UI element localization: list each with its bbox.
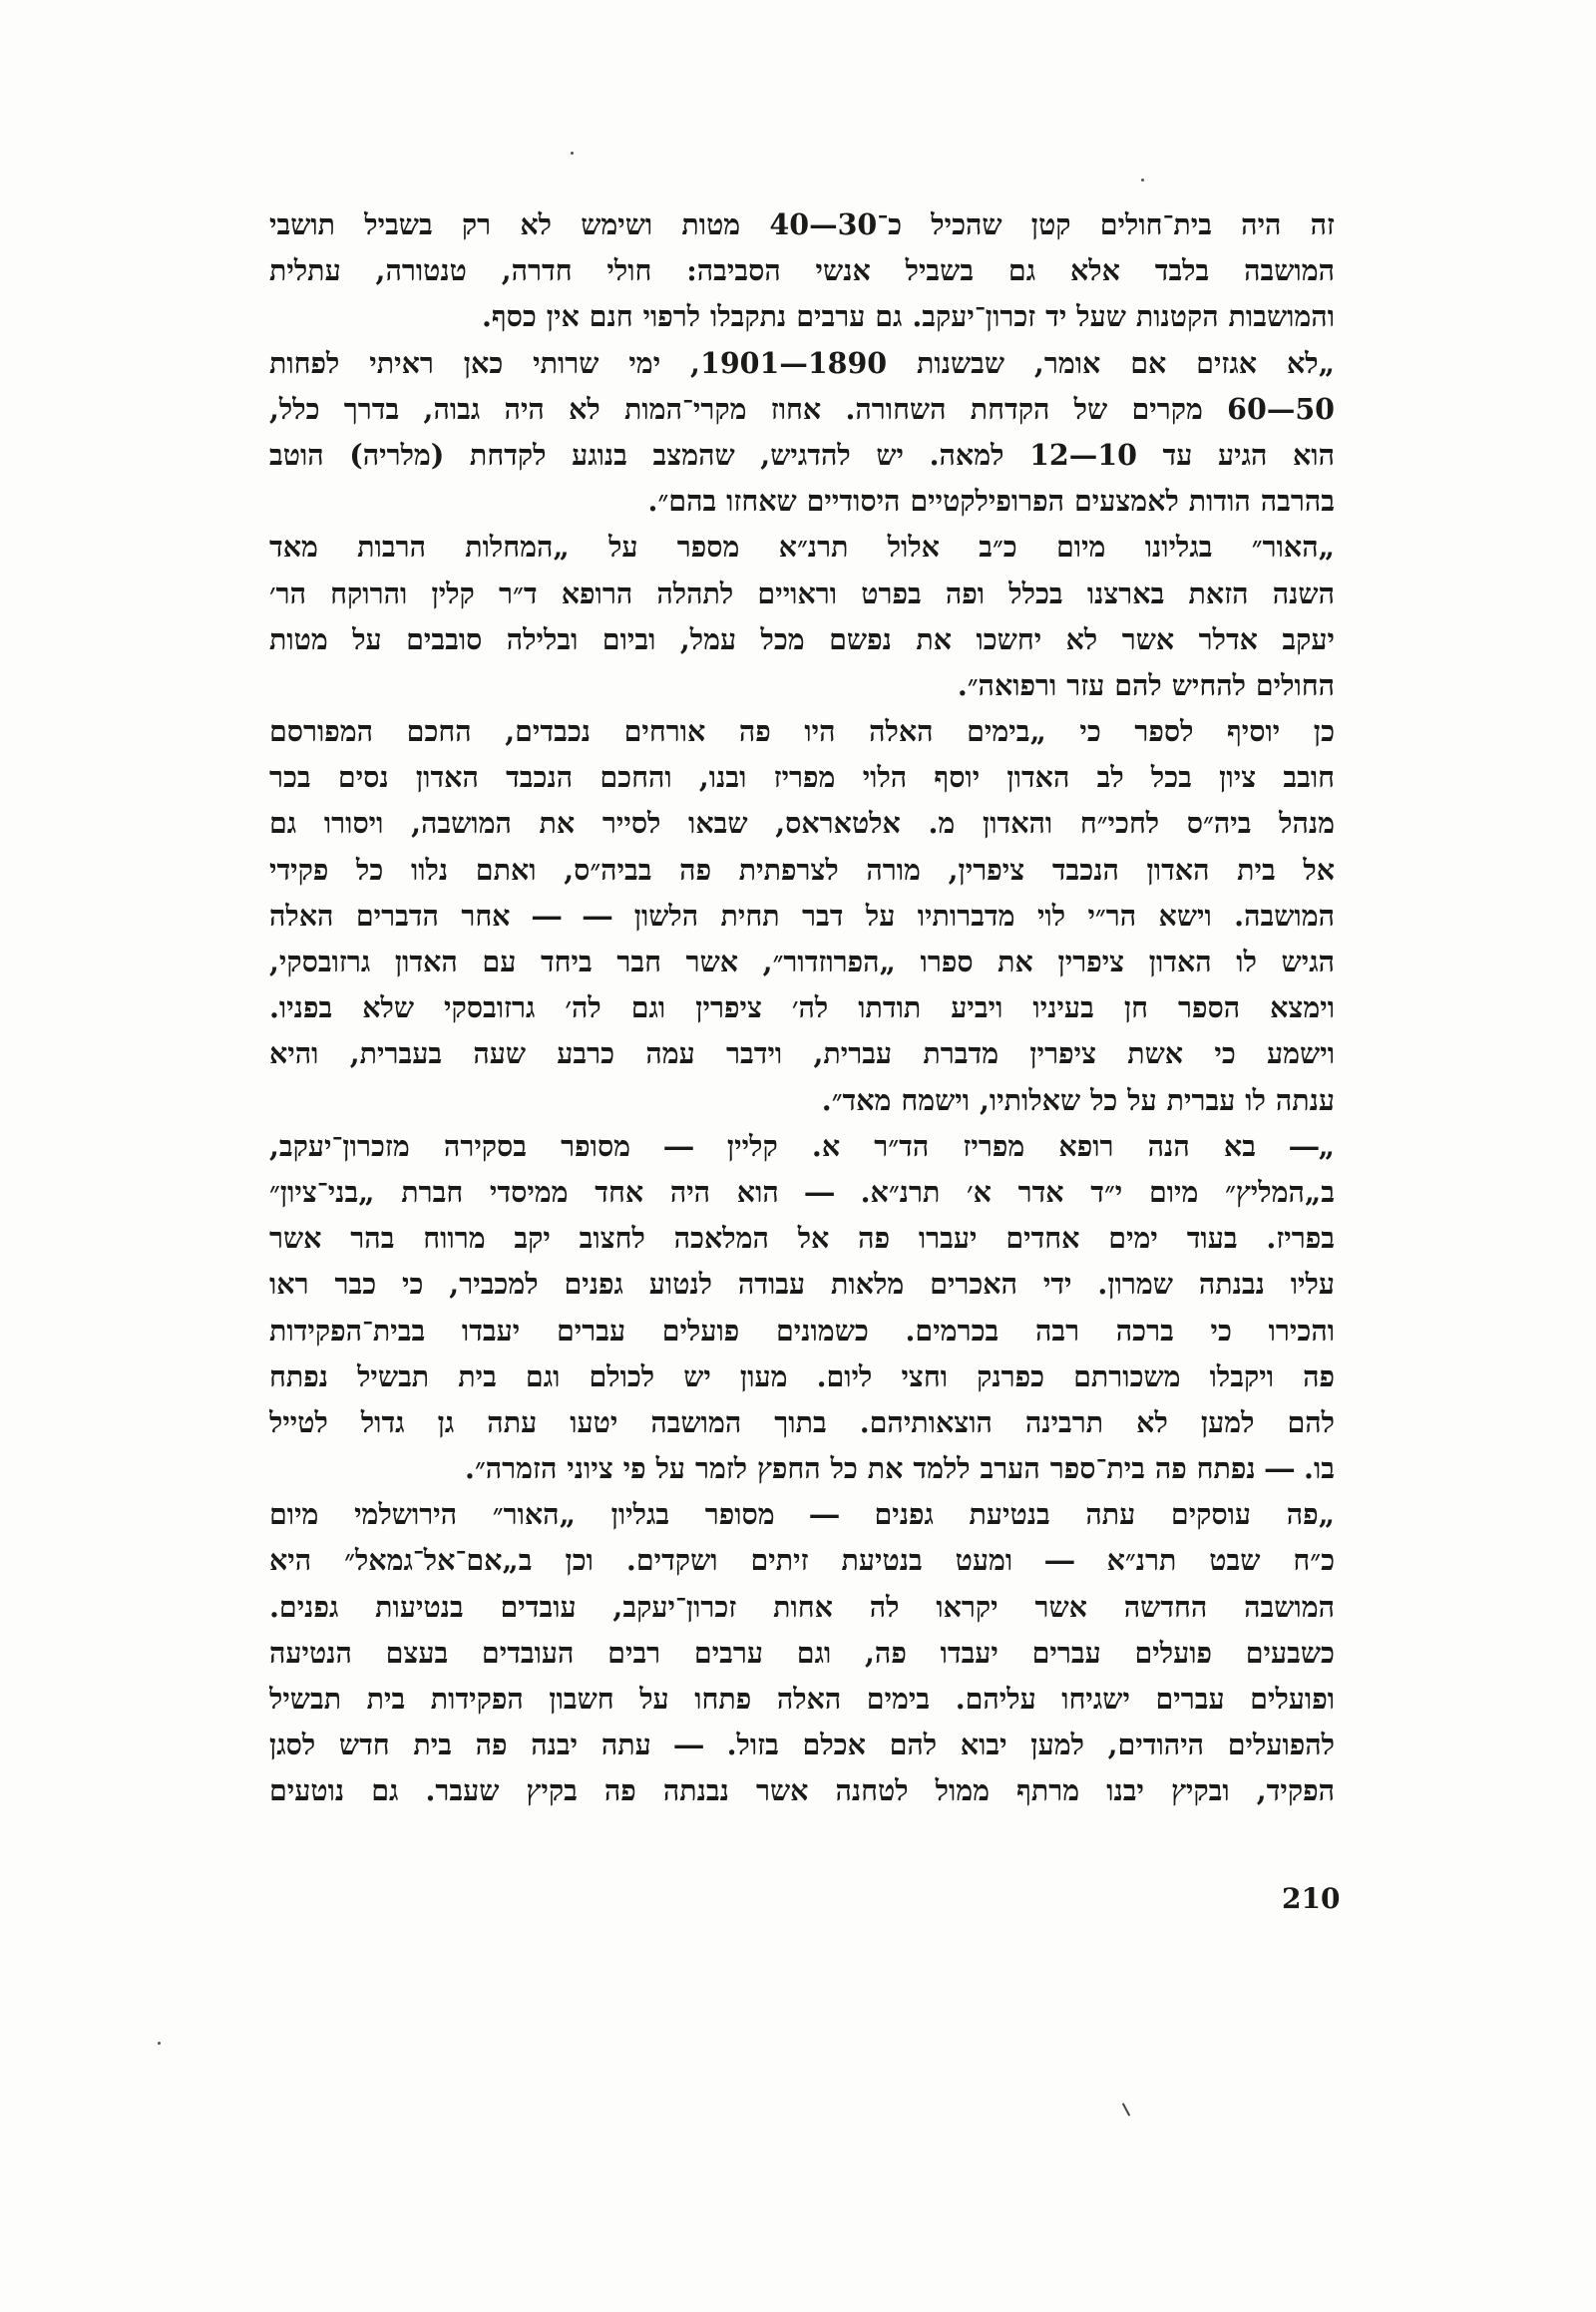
paragraph — [269, 708, 1335, 1123]
text-line: השנה הזאת בארצנו בכלל ופה בפרט וראויים לתהלה הרופא ד״ר קלין והרוקח הר׳ — [269, 576, 1335, 610]
text-line: זה היה בית־חולים קטן שהכיל כ־30—40 מטות ושימש לא רק בשביל תושבי — [269, 207, 1335, 241]
text-line: והכירו כי ברכה רבה בכרמים. כשמונים פועלים עברים יעבדו בבית־הפקידות — [269, 1313, 1335, 1348]
scan-speck — [158, 2042, 161, 2045]
text-line: המושבה בלבד אלא גם בשביל אנשי הסביבה: חולי חדרה, טנטורה, עתלית — [269, 253, 1335, 288]
text-line: בפריז. בעוד ימים אחדים יעברו פה אל המלאכה לחצוב יקב מרווח בהר אשר — [269, 1221, 1335, 1256]
paragraph — [269, 201, 1335, 340]
text-line: החולים להחיש להם עזר ורפואה״. — [957, 667, 1335, 702]
scan-speck — [1141, 179, 1144, 182]
body-text — [269, 201, 1335, 1814]
text-line: והמושבות הקטנות שעל יד זכרון־יעקב. גם ערבים נתקבלו לרפוי חנם אין כסף. — [481, 299, 1335, 334]
text-line: הוא הגיע עד 10—12 למאה. יש להדגיש, שהמצב בנוגע לקדחת (מלריה) הוטב — [269, 437, 1335, 472]
text-line: ענתה לו עברית על כל שאלותיו, וישמח מאד״. — [821, 1082, 1335, 1117]
text-line: המושבה החדשה אשר יקראו לה אחות זכרון־יעקב, עובדים בנטיעות גפנים. — [269, 1589, 1335, 1624]
text-line: עליו נבנתה שמרון. ידי האכרים מלאות עבודה לנטוע גפנים למכביר, כי כבר ראו — [269, 1267, 1335, 1302]
text-line: ופועלים עברים ישגיחו עליהם. בימים האלה פתחו על חשבון הפקידות בית תבשיל — [269, 1682, 1335, 1716]
text-line: „לא אגזים אם אומר, שבשנות 1890—1901, ימי שרותי כאן ראיתי לפחות — [269, 345, 1335, 380]
text-line: יעקב אדלר אשר לא יחשכו את נפשם מכל עמל, וביום ובלילה סובבים על מטות — [269, 621, 1335, 656]
text-line: מנהל ביה״ס לחכי״ח והאדון מ. אלטאראס, שבאו לסייר את המושבה, ויסורו גם — [269, 806, 1335, 841]
text-line: „האור״ בגליונו מיום כ״ב אלול תרנ״א מספר על „המחלות הרבות מאד — [269, 530, 1335, 565]
text-line: וימצא הספר חן בעיניו ויביע תודתו לה׳ ציפרין וגם לה׳ גרזובסקי שלא בפניו. — [269, 990, 1335, 1025]
text-line: „פה עוסקים עתה בנטיעת גפנים ― מסופר בגליון „האור״ הירושלמי מיום — [269, 1497, 1335, 1532]
scan-scratch — [1122, 2103, 1130, 2116]
text-line: כשבעים פועלים עברים יעבדו פה, וגם ערבים רבים העובדים בעצם הנטיעה — [269, 1635, 1335, 1670]
paragraph — [269, 1123, 1335, 1492]
text-line: וישמע כי אשת ציפרין מדברת עברית, וידבר עמה כרבע שעה בעברית, והיא — [269, 1036, 1335, 1071]
page-number: 210 — [1282, 1882, 1341, 1915]
text-line: פה ויקבלו משכורתם כפרנק וחצי ליום. מעון יש לכולם וגם בית תבשיל נפתח — [269, 1358, 1335, 1393]
text-line: בו. ― נפתח פה בית־ספר הערב ללמד את כל החפץ לזמר על פי ציוני הזמרה״. — [465, 1451, 1335, 1486]
text-line: ב„המליץ״ מיום י״ד אדר א׳ תרנ״א. ― הוא היה אחד ממיסדי חברת „בני־ציון״ — [269, 1174, 1335, 1209]
scan-speck — [571, 152, 574, 155]
text-line: המושבה. וישא הר״י לוי מדברותיו על דבר תחית הלשון ― ― אחר הדברים האלה — [269, 898, 1335, 933]
text-line: חובב ציון בכל לב האדון יוסף הלוי מפריז ובנו, והחכם הנכבד האדון נסים בכר — [269, 760, 1335, 795]
paragraph — [269, 524, 1335, 708]
text-line: להפועלים היהודים, למען יבוא להם אכלם בזול. ― עתה יבנה פה בית חדש לסגן — [269, 1728, 1335, 1762]
text-line: הפקיד, ובקיץ יבנו מרתף ממול לטחנה אשר נבנתה פה בקיץ שעבר. גם נוטעים — [269, 1773, 1335, 1808]
text-line: בהרבה הודות לאמצעים הפרופילקטיים היסודיים שאחזו בהם״. — [647, 484, 1335, 519]
text-line: „― בא הנה רופא מפריז הד״ר א. קליין ― מסופר בסקירה מזכרון־יעקב, — [269, 1128, 1335, 1163]
text-line: כן יוסיף לספר כי „בימים האלה היו פה אורחים נכבדים, החכם המפורסם — [269, 714, 1335, 749]
text-line: אל בית האדון הנכבד ציפרין, מורה לצרפתית פה בביה״ס, ואתם נלוו כל פקידי — [269, 852, 1335, 887]
paragraph — [269, 340, 1335, 525]
text-line: 50—60 מקרים של הקדחת השחורה. אחוז מקרי־המות לא היה גבוה, בדרך כלל, — [269, 391, 1335, 426]
text-line: כ״ח שבט תרנ״א ― ומעט בנטיעת זיתים ושקדים. וכן ב„אם־אל־גמאל״ היא — [269, 1543, 1335, 1578]
text-line: הגיש לו האדון ציפרין את ספרו „הפרוזדור״, אשר חבר ביחד עם האדון גרזובסקי, — [269, 945, 1335, 978]
paragraph — [269, 1491, 1335, 1813]
text-line: להם למען לא תרבינה הוצאותיהם. בתוך המושבה יטעו עתה גן גדול לטייל — [269, 1404, 1335, 1439]
